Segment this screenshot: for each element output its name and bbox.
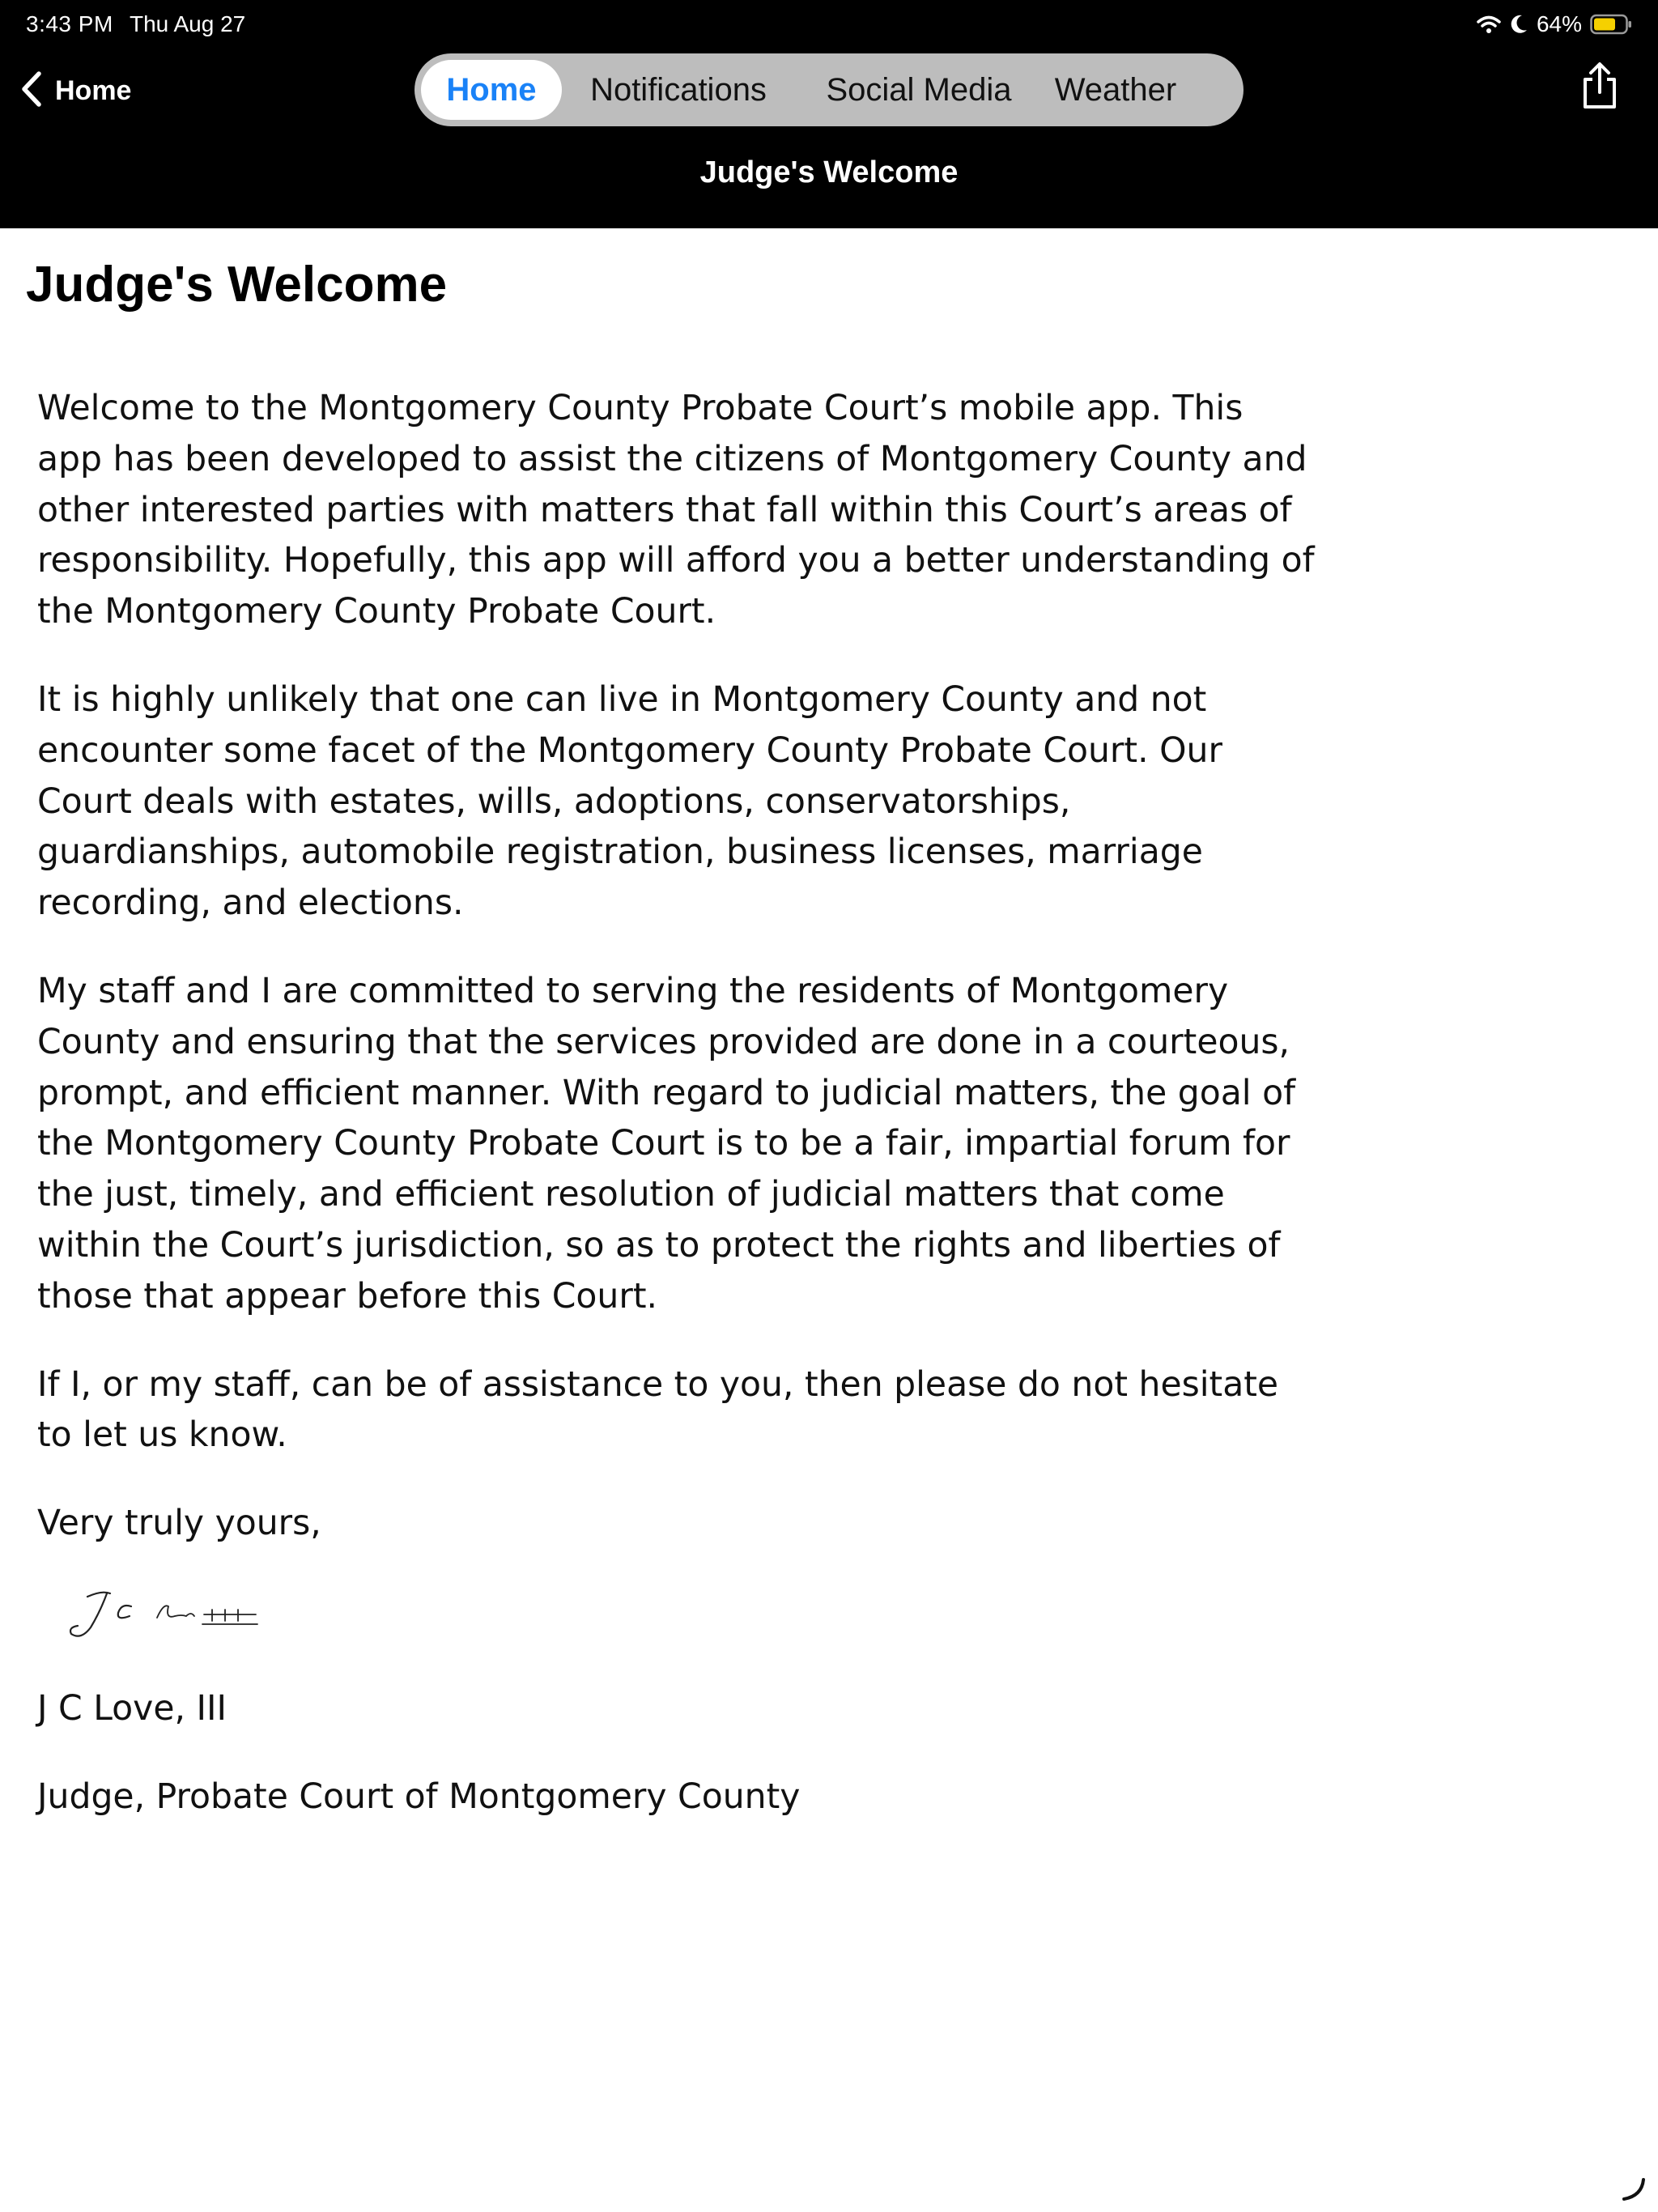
letter-paragraph: My staff and I are committed to serving the residents of Montgomery County and ensuring that the services provided are done in a courteous, prompt, and efficient manner. With regard to judicial matters, the goal of the Montgomery County Probate Court is to be a fair, impartial forum for the just, timely, and efficient resolution of judicial matters that come within the Court’s jurisdiction, so as to protect the rights and liberties of those that appear before this Court.: [37, 971, 1296, 1317]
tab-home[interactable]: Home: [421, 60, 562, 120]
status-time: 3:43 PM: [26, 11, 113, 36]
nav-title: Judge's Welcome: [699, 155, 959, 189]
signer-name: J C Love, III: [37, 1688, 227, 1729]
tab-notifications[interactable]: Notifications: [590, 71, 767, 108]
share-icon: [1580, 62, 1619, 114]
top-bar: [0, 0, 1658, 228]
letter-paragraph: If I, or my staff, can be of assistance to you, then please do not hesitate to let us know.: [37, 1364, 1279, 1456]
status-indicators: [1477, 10, 1632, 39]
battery-percent: 64%: [1536, 11, 1582, 36]
chevron-left-icon: [19, 70, 44, 112]
share-button[interactable]: [1574, 62, 1626, 113]
back-button-label: Home: [55, 74, 132, 106]
back-button[interactable]: [19, 66, 131, 115]
handwritten-signature: [53, 1579, 296, 1652]
loading-indicator-icon: [1619, 2175, 1647, 2202]
tab-social-media[interactable]: Social Media: [826, 71, 1012, 108]
battery-icon: [1590, 14, 1632, 35]
wifi-icon: [1477, 15, 1501, 34]
page-title: Judge's Welcome: [26, 257, 448, 313]
welcome-letter: [37, 384, 1316, 1861]
status-date: Thu Aug 27: [130, 11, 246, 36]
moon-icon: [1509, 14, 1528, 35]
letter-paragraph: Welcome to the Montgomery County Probate Court’s mobile app. This app has been developed to assist the citizens of Montgomery County and other interested parties with matters that fall within this Court’s areas of responsibility. Hopefully, this app will afford you a better understanding of the Montgomery County Probate Court.: [37, 389, 1315, 632]
tab-weather[interactable]: Weather: [1054, 71, 1177, 108]
section-tabs: [414, 53, 1244, 126]
signer-title: Judge, Probate Court of Montgomery County: [37, 1776, 801, 1817]
letter-paragraph: It is highly unlikely that one can live in Montgomery County and not encounter some facet of the Montgomery County Probate Court. Our Court deals with estates, wills, adoptions, conservatorships, guardianships, automobile registration, business licenses, marriage recording, and elections.: [37, 679, 1222, 924]
letter-closing: Very truly yours,: [37, 1504, 321, 1544]
